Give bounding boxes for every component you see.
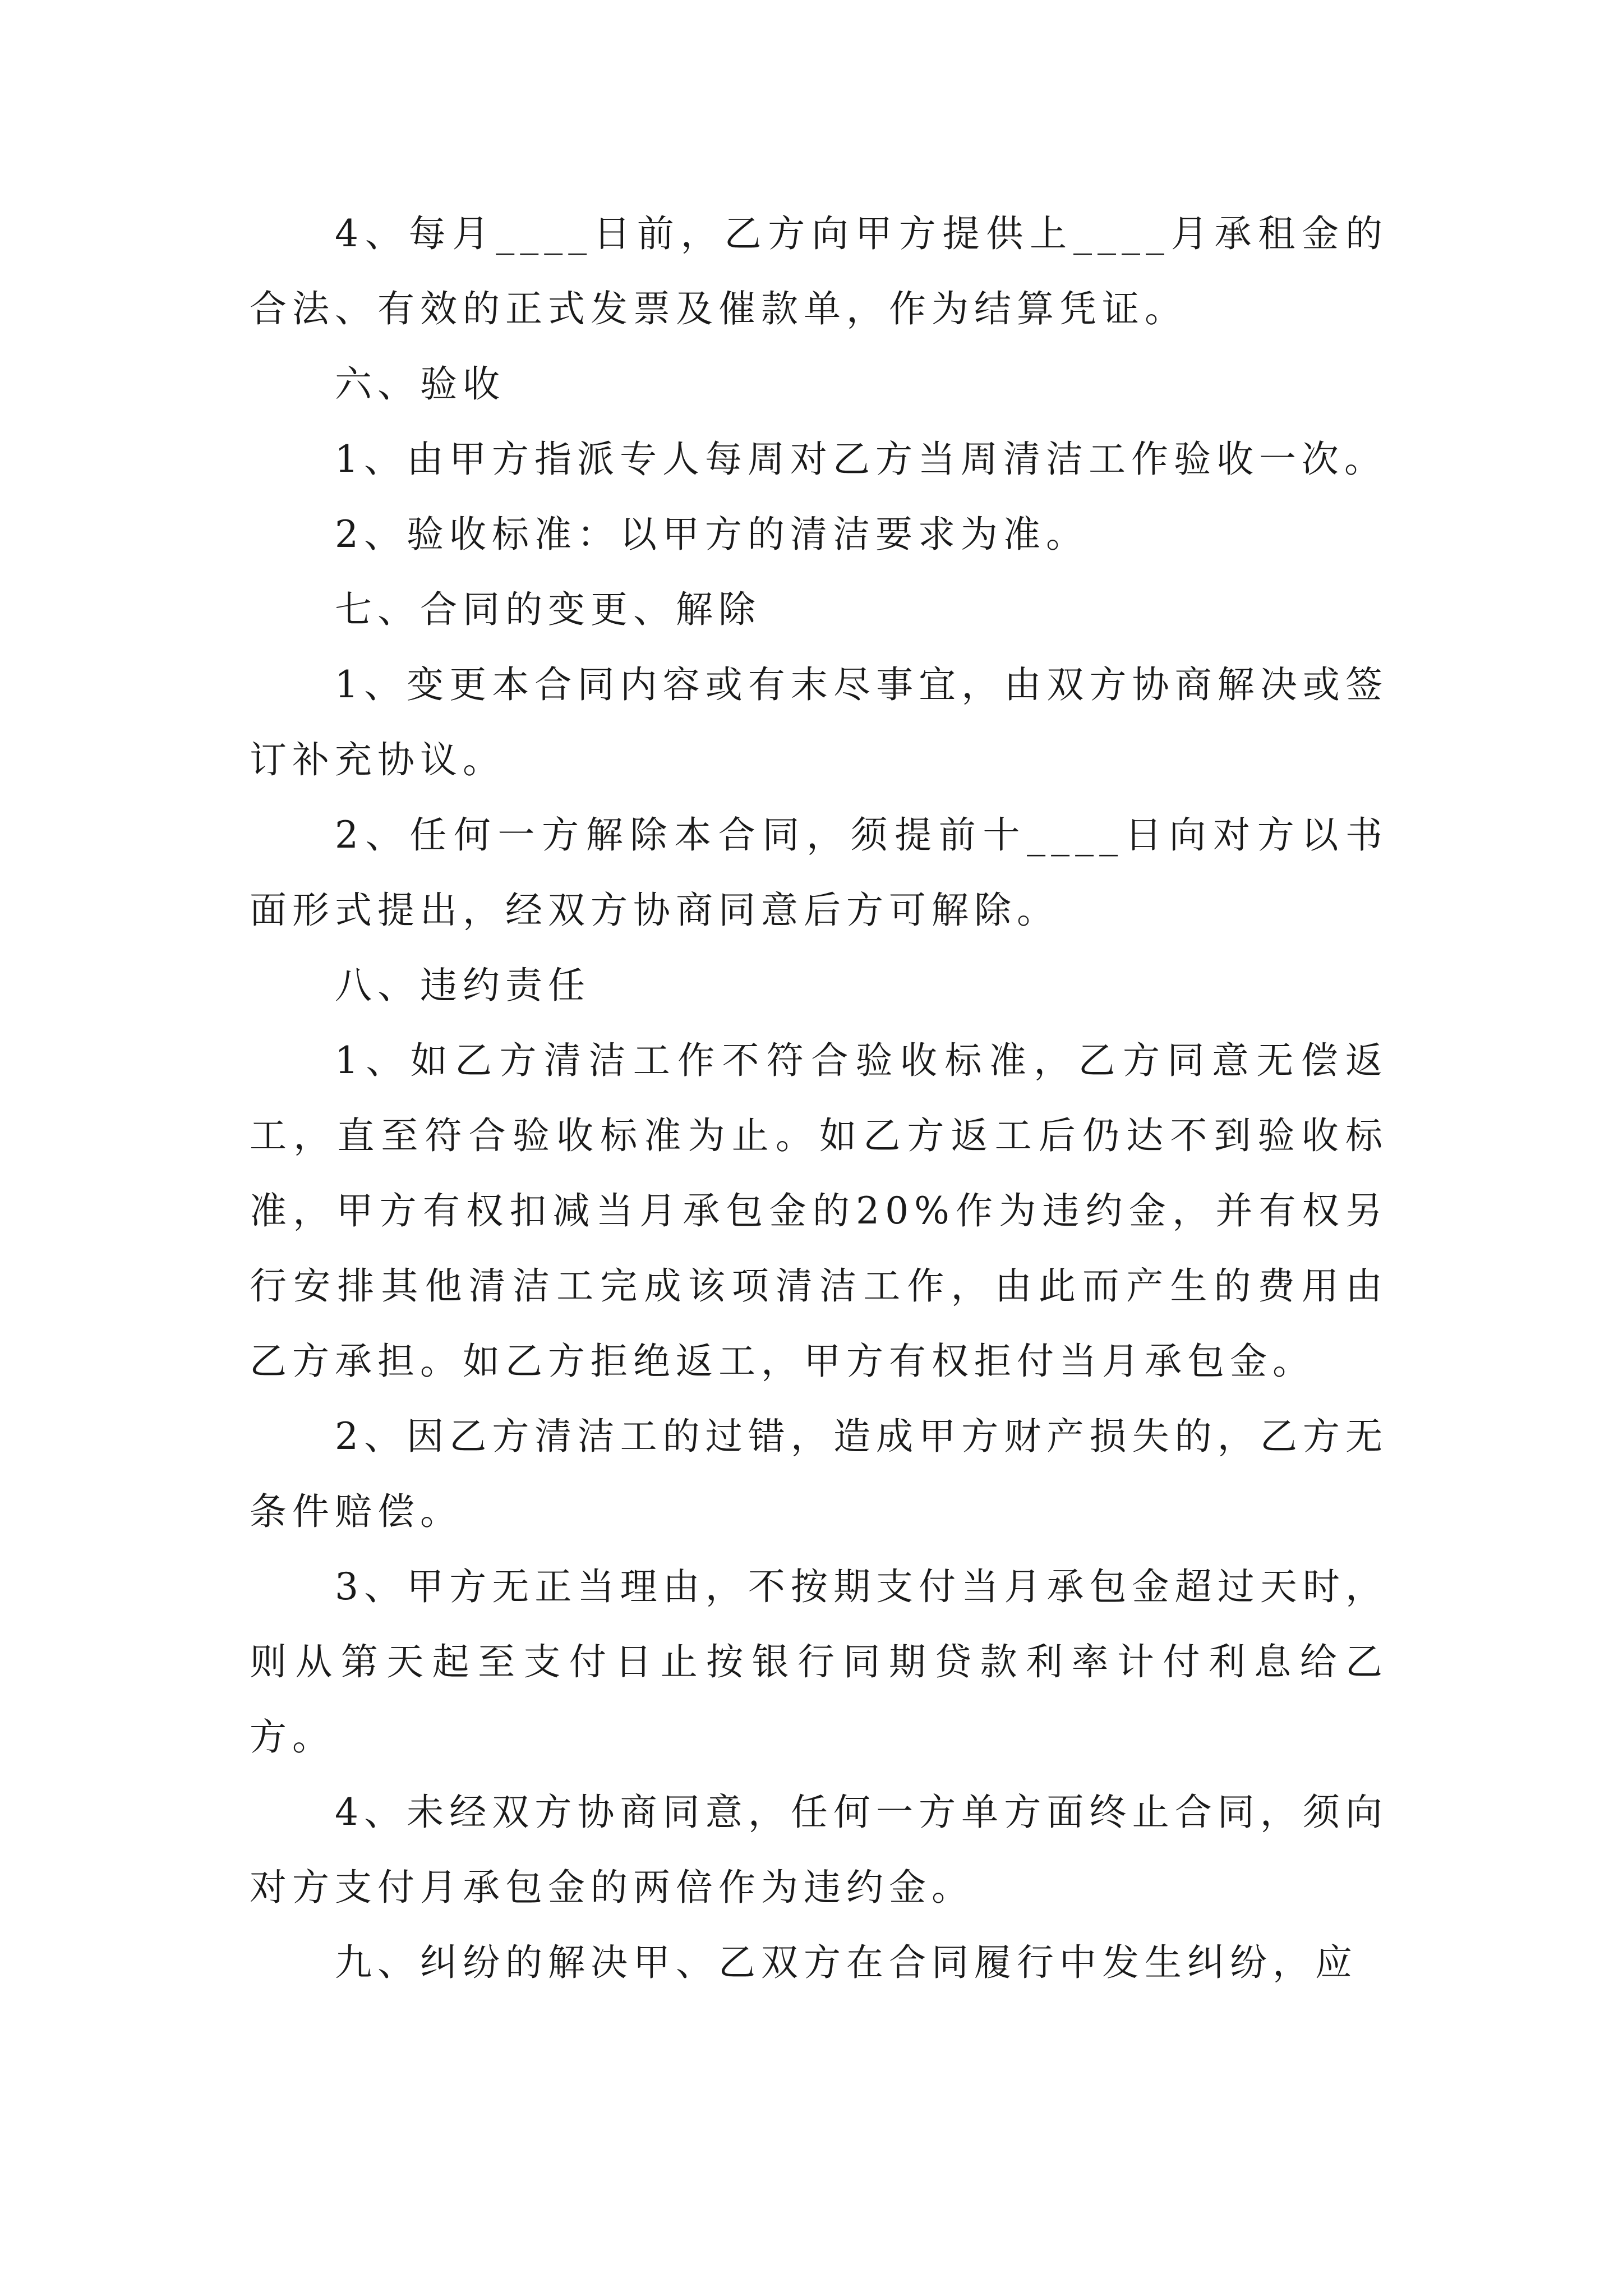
paragraph-dispute-resolution: 九、纠纷的解决甲、乙双方在合同履行中发生纠纷，应 xyxy=(335,1941,1358,1984)
document-body xyxy=(250,196,1388,2000)
section-heading-acceptance: 六、验收 xyxy=(335,362,505,406)
paragraph-late-payment: 3、甲方无正当理由，不按期支付当月承包金超过天时，则从第天起至支付日止按银行同期贷款利率计付利息给乙方。 xyxy=(250,1565,1388,1759)
paragraph-contract-change: 1、变更本合同内容或有末尽事宜，由双方协商解决或签订补充协议。 xyxy=(250,663,1388,781)
section-heading-breach-liability: 八、违约责任 xyxy=(335,964,591,1007)
paragraph-contract-termination: 2、任何一方解除本合同，须提前十____日向对方以书面形式提出，经双方协商同意后方可解除。 xyxy=(250,813,1388,932)
paragraph-rework-penalty: 1、如乙方清洁工作不符合验收标准，乙方同意无偿返工，直至符合验收标准为止。如乙方返工后仍达不到验收标准，甲方有权扣减当月承包金的20%作为违约金，并有权另行安排其他清洁工完成该项清洁工作，由此而产生的费用由乙方承担。如乙方拒绝返工，甲方有权拒付当月承包金。 xyxy=(250,1039,1388,1383)
paragraph-acceptance-standard: 2、验收标准：以甲方的清洁要求为准。 xyxy=(335,513,1089,556)
section-heading-change-termination: 七、合同的变更、解除 xyxy=(335,588,761,631)
paragraph-weekly-acceptance: 1、由甲方指派专人每周对乙方当周清洁工作验收一次。 xyxy=(335,438,1387,481)
paragraph-unilateral-termination: 4、未经双方协商同意，任何一方单方面终止合同，须向对方支付月承包金的两倍作为违约金。 xyxy=(250,1791,1388,1909)
paragraph-invoice-clause: 4、每月____日前，乙方向甲方提供上____月承租金的合法、有效的正式发票及催款单，作为结算凭证。 xyxy=(250,212,1388,330)
paragraph-property-damage: 2、因乙方清洁工的过错，造成甲方财产损失的，乙方无条件赔偿。 xyxy=(250,1415,1388,1533)
